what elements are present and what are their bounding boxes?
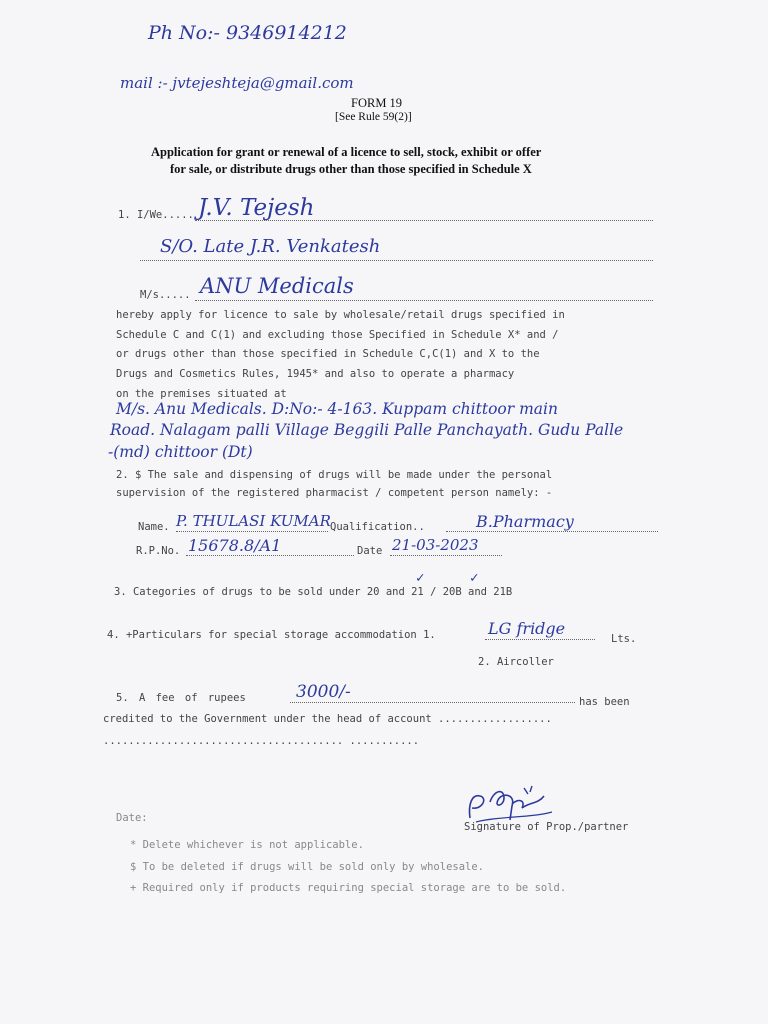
item4-storage-label: 4. +Particulars for special storage accommodation 1. (107, 629, 436, 641)
paragraph-line: hereby apply for licence to sale by wholesale/retail drugs specified in (116, 309, 565, 321)
item3-categories: 3. Categories of drugs to be sold under 20 and 21 / 20B and 21B (114, 586, 513, 598)
premises-address-line1: M/s. Anu Medicals. D:No:- 4-163. Kuppam chittoor main (116, 400, 558, 418)
pharmacist-name-label: Name. (138, 521, 170, 533)
item5-fee-label: 5. A fee of rupees (116, 692, 246, 704)
item2-line1: 2. $ The sale and dispensing of drugs will be made under the personal (116, 469, 553, 481)
footnote-wholesale: $ To be deleted if drugs will be sold only by wholesale. (130, 861, 485, 873)
fee-amount: 3000/- (296, 682, 351, 702)
qualification-value: B.Pharmacy (476, 512, 574, 531)
item2-line2: supervision of the registered pharmacist / competent person namely: - (116, 487, 553, 499)
premises-address-line2: Road. Nalagam palli Village Beggili Palle Panchayath. Gudu Palle (110, 421, 624, 439)
rp-number: 15678.8/A1 (188, 536, 282, 555)
rp-number-label: R.P.No. (136, 545, 181, 557)
rp-date-label: Date (357, 545, 383, 557)
storage-ltrs-label: Lts. (611, 633, 637, 645)
paragraph-line: Schedule C and C(1) and excluding those Specified in Schedule X* and / (116, 328, 559, 341)
applicant-name: J.V. Tejesh (198, 195, 315, 221)
firm-name: ANU Medicals (200, 274, 354, 298)
item5-account-line: credited to the Government under the head of account .................. (103, 713, 552, 725)
form-heading-line1: Application for grant or renewal of a licence to sell, stock, exhibit or offer (151, 145, 542, 159)
premises-address-line3: -(md) chittoor (Dt) (108, 443, 253, 461)
paragraph-line: on the premises situated at (116, 387, 287, 400)
pharmacist-name: P. THULASI KUMAR (176, 512, 331, 530)
storage-item-1: LG fridge (488, 619, 566, 638)
email-address: mail :- jvtejeshteja@gmail.com (120, 74, 354, 92)
check-mark-icon: ✓ (416, 570, 425, 586)
footnote-delete: * Delete whichever is not applicable. (130, 839, 364, 851)
item1-label: 1. I/We..... (118, 209, 194, 221)
applicant-relation: S/O. Late J.R. Venkatesh (160, 236, 381, 257)
paragraph-line: or drugs other than those specified in Schedule C,C(1) and X to the (116, 348, 540, 361)
phone-number: Ph No:- 9346914212 (148, 22, 347, 44)
qualification-label: Qualification.. (330, 521, 425, 533)
item5-dotted-line: ...................................... ........... (103, 735, 420, 747)
paragraph-line: Drugs and Cosmetics Rules, 1945* and also to operate a pharmacy (116, 368, 515, 381)
footnote-storage: + Required only if products requiring special storage are to be sold. (130, 882, 567, 894)
fee-has-been: has been (579, 696, 630, 708)
form-title: FORM 19 (351, 96, 403, 110)
form-rule: [See Rule 59(2)] (335, 111, 412, 123)
signature-label: Signature of Prop./partner (464, 821, 629, 833)
ms-label: M/s..... (140, 289, 191, 301)
form-heading-line2: for sale, or distribute drugs other than those specified in Schedule X (170, 162, 532, 176)
licence-paragraph (116, 306, 565, 405)
check-mark-icon: ✓ (470, 570, 479, 586)
footer-date-label: Date: (116, 812, 148, 824)
rp-date: 21-03-2023 (392, 536, 479, 554)
storage-item-2: 2. Aircoller (478, 656, 554, 668)
